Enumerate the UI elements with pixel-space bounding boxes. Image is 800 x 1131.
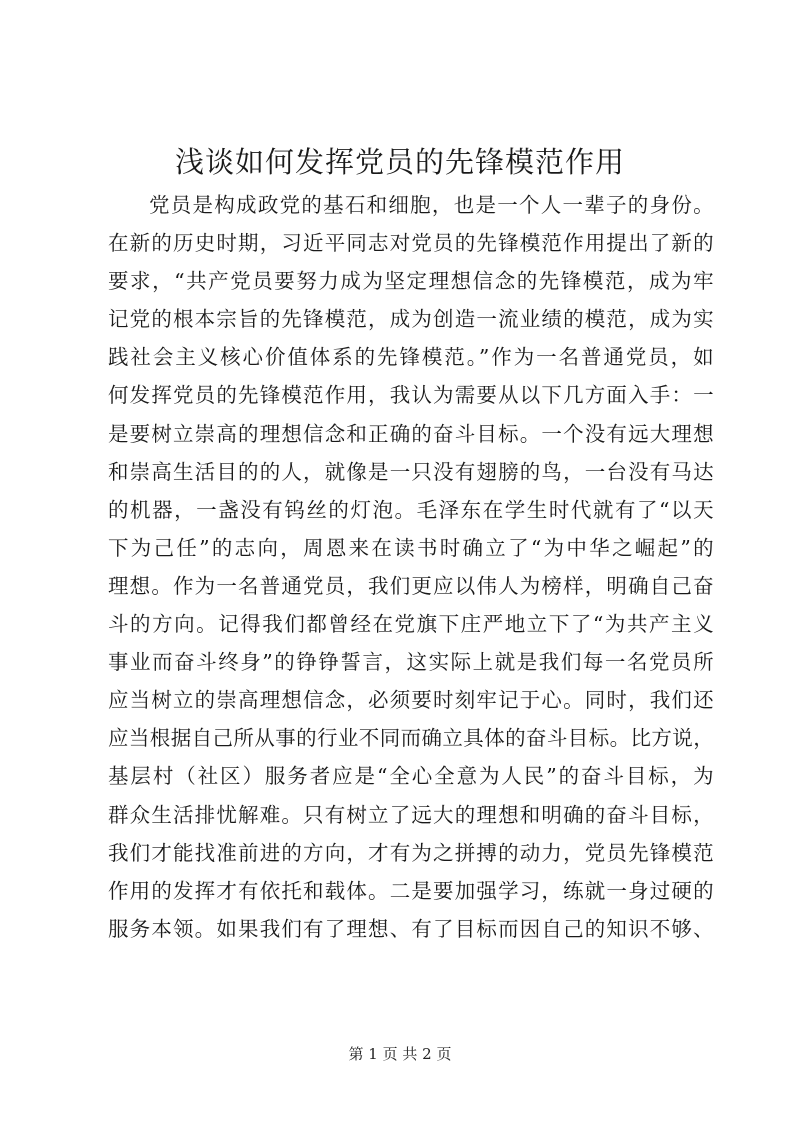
paragraph-line: 基层村（社区）服务者应是“全心全意为人民”的奋斗目标，为 [108, 764, 714, 789]
paragraph-line: 作用的发挥才有依托和载体。二是要加强学习，练就一身过硬的 [108, 878, 714, 903]
paragraph-line: 事业而奋斗终身”的铮铮誓言，这实际上就是我们每一名党员所 [108, 650, 714, 675]
paragraph-line: 理想。作为一名普通党员，我们更应以伟人为榜样，明确自己奋 [108, 573, 714, 598]
document-title: 浅谈如何发挥党员的先锋模范作用 [174, 145, 625, 179]
paragraph-line: 是要树立崇高的理想信念和正确的奋斗目标。一个没有远大理想 [108, 421, 714, 446]
paragraph-line: 何发挥党员的先锋模范作用，我认为需要从以下几方面入手：一 [108, 383, 714, 408]
paragraph-line: 群众生活排忧解难。只有树立了远大的理想和明确的奋斗目标， [108, 802, 714, 827]
paragraph-line: 应当树立的崇高理想信念，必须要时刻牢记于心。同时，我们还 [108, 688, 714, 713]
page-footer: 第 1 页 共 2 页 [348, 1045, 452, 1063]
paragraph-line: 和崇高生活目的的人，就像是一只没有翅膀的鸟，一台没有马达 [108, 459, 714, 484]
paragraph-line: 的机器，一盏没有钨丝的灯泡。毛泽东在学生时代就有了“以天 [108, 497, 714, 522]
paragraph-line: 在新的历史时期，习近平同志对党员的先锋模范作用提出了新的 [108, 231, 714, 256]
paragraph-line: 我们才能找准前进的方向，才有为之拼搏的动力，党员先锋模范 [108, 840, 714, 865]
document-body [108, 186, 714, 948]
paragraph-line: 斗的方向。记得我们都曾经在党旗下庄严地立下了“为共产主义 [108, 612, 714, 637]
paragraph-line: 服务本领。如果我们有了理想、有了目标而因自己的知识不够、 [108, 916, 714, 941]
paragraph-line: 党员是构成政党的基石和细胞，也是一个人一辈子的身份。 [149, 193, 714, 217]
paragraph-line: 记党的根本宗旨的先锋模范，成为创造一流业绩的模范，成为实 [108, 307, 714, 332]
paragraph-line: 下为己任”的志向，周恩来在读书时确立了“为中华之崛起”的 [108, 535, 714, 560]
paragraph-line: 应当根据自己所从事的行业不同而确立具体的奋斗目标。比方说， [108, 726, 715, 751]
paragraph-line: 践社会主义核心价值体系的先锋模范。”作为一名普通党员，如 [108, 345, 714, 370]
paragraph-line: 要求，“共产党员要努力成为坚定理想信念的先锋模范，成为牢 [108, 269, 714, 294]
